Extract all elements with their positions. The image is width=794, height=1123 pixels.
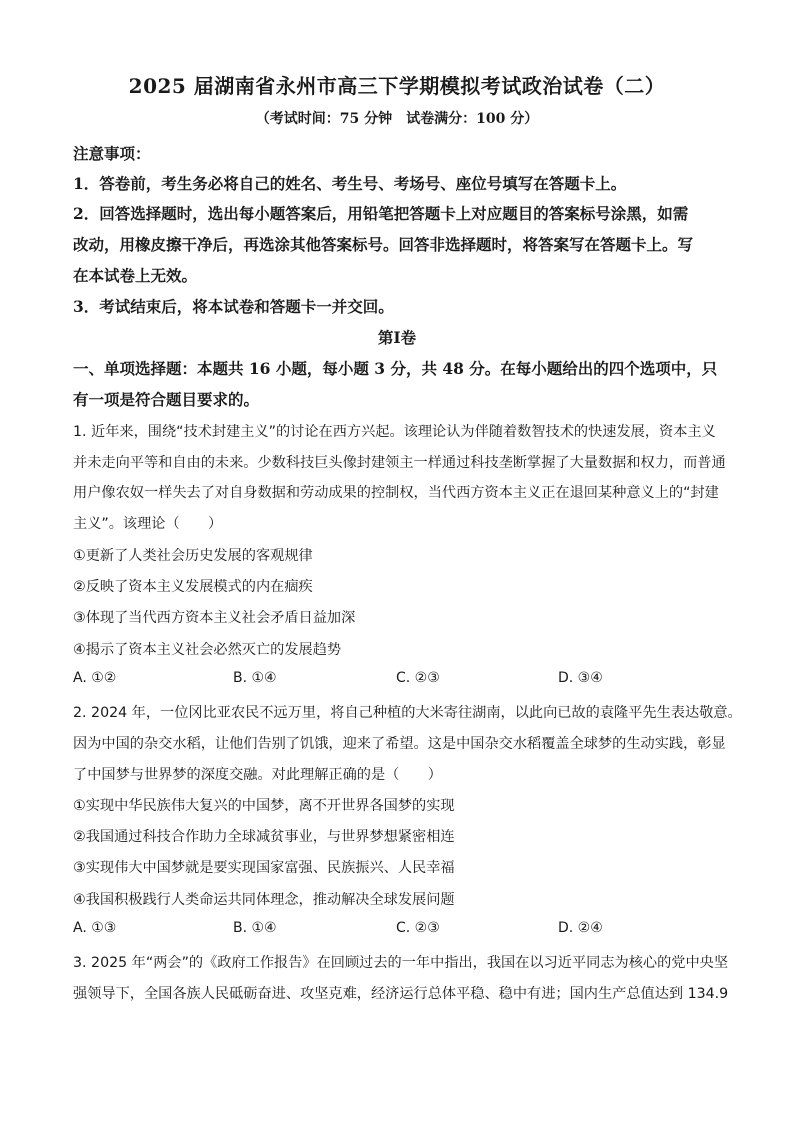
- question-1-item: ④揭示了资本主义社会必然灭亡的发展趋势: [73, 642, 342, 658]
- question-1-item: ①更新了人类社会历史发展的客观规律: [73, 548, 313, 564]
- question-1-choice-b: B. ①④: [233, 670, 277, 686]
- question-1-stem: 主义”。该理论（ ）: [73, 516, 223, 532]
- question-1-choice-a: A. ①②: [73, 670, 117, 686]
- question-1-item: ②反映了资本主义发展模式的内在痼疾: [73, 579, 313, 595]
- notice-line: 1．答卷前，考生务必将自己的姓名、考生号、考场号、座位号填写在答题卡上。: [73, 174, 627, 193]
- notice-line: 3．考试结束后，将本试卷和答题卡一并交回。: [73, 297, 394, 316]
- question-2-choice-a: A. ①③: [73, 920, 117, 936]
- question-1-stem: 并未走向平等和自由的未来。少数科技巨头像封建领主一样通过科技垄断掌握了大量数据和权力，而普通: [73, 455, 726, 471]
- page-title: 2025 届湖南省永州市高三下学期模拟考试政治试卷（二）: [128, 74, 666, 98]
- question-2-stem: 因为中国的杂交水稻，让他们告别了饥饿，迎来了希望。这是中国杂交水稻覆盖全球梦的生动实践，彰显: [73, 736, 726, 752]
- question-1-choice-c: C. ②③: [396, 670, 440, 686]
- question-2-item: ④我国积极践行人类命运共同体理念，推动解决全球发展问题: [73, 892, 455, 908]
- question-3-stem: 3. 2025 年“两会”的《政府工作报告》在回顾过去的一年中指出，我国在以习近平同志为核心的党中央坚: [73, 955, 729, 971]
- question-2-choice-c: C. ②③: [396, 920, 440, 936]
- question-1-choice-d: D. ③④: [558, 670, 603, 686]
- question-1-item: ③体现了当代西方资本主义社会矛盾日益加深: [73, 610, 356, 626]
- notice-line: 2．回答选择题时，选出每小题答案后，用铅笔把答题卡上对应题目的答案标号涂黑，如需: [73, 204, 689, 223]
- question-2-choice-b: B. ①④: [233, 920, 277, 936]
- question-3-stem: 强领导下，全国各族人民砥砺奋进、攻坚克难，经济运行总体平稳、稳中有进；国内生产总值达到 134.9: [73, 986, 729, 1002]
- question-2-stem: 了中国梦与世界梦的深度交融。对此理解正确的是（ ）: [73, 767, 442, 783]
- section-instructions: 有一项是符合题目要求的。: [73, 390, 260, 409]
- notice-line: 改动，用橡皮擦干净后，再选涂其他答案标号。回答非选择题时，将答案写在答题卡上。写: [73, 235, 694, 254]
- exam-duration-subtitle: （考试时间：75 分钟 试卷满分：100 分）: [255, 111, 539, 127]
- question-2-choice-d: D. ②④: [558, 920, 603, 936]
- question-2-item: ③实现伟大中国梦就是要实现国家富强、民族振兴、人民幸福: [73, 860, 455, 876]
- question-1-stem: 用户像农奴一样失去了对自身数据和劳动成果的控制权，当代西方资本主义正在退回某种意义上的“封建: [73, 485, 719, 501]
- question-2-item: ②我国通过科技合作助力全球减贫事业，与世界梦想紧密相连: [73, 829, 455, 845]
- question-2-item: ①实现中华民族伟大复兴的中国梦，离不开世界各国梦的实现: [73, 798, 455, 814]
- notice-line: 在本试卷上无效。: [73, 266, 198, 285]
- question-2-stem: 2. 2024 年，一位冈比亚农民不远万里，将自己种植的大米寄往湖南，以此向已故的袁隆平先生表达敬意。: [73, 705, 742, 721]
- section-instructions: 一、单项选择题：本题共 16 小题，每小题 3 分，共 48 分。在每小题给出的四个选项中，只: [73, 359, 718, 378]
- question-1-stem: 1. 近年来，围绕“技术封建主义”的讨论在西方兴起。该理论认为伴随着数智技术的快速发展，资本主义: [73, 424, 716, 440]
- notice-heading: 注意事项：: [73, 144, 151, 163]
- volume-title: 第Ⅰ卷: [377, 328, 417, 347]
